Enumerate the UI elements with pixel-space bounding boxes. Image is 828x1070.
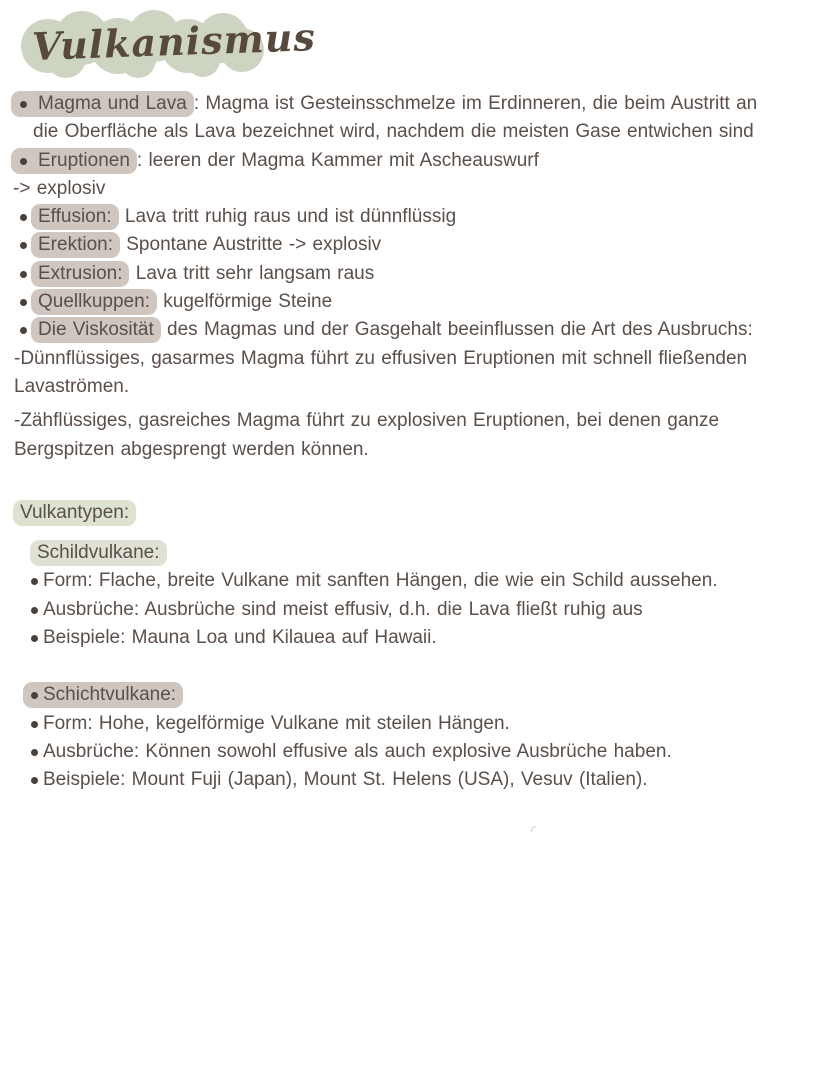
note-text: des Magmas und der Gasgehalt beeinflussen die Art des Ausbruchs: — [160, 319, 753, 341]
highlighted-heading: Schichtvulkane: — [23, 682, 183, 708]
highlighted-term: Extrusion: — [31, 261, 129, 287]
note-text: Ausbrüche: Ausbrüche sind meist effusiv, d.h. die Lava fließt ruhig aus — [43, 598, 643, 620]
note-text: Lavaströmen. — [14, 375, 130, 397]
note-line — [0, 710, 828, 738]
note-line — [0, 345, 828, 373]
note-line — [0, 288, 828, 316]
highlighted-term: Die Viskosität — [31, 317, 161, 343]
note-line — [0, 407, 828, 435]
bullet-icon — [20, 271, 27, 278]
note-line — [0, 118, 828, 146]
note-line — [0, 596, 828, 624]
highlighted-term: Effusion: — [31, 204, 119, 230]
note-text: Lava tritt ruhig raus und ist dünnflüssig — [118, 206, 457, 228]
note-line — [0, 231, 828, 259]
bullet-icon — [20, 299, 27, 306]
note-text: Lava tritt sehr langsam raus — [129, 262, 375, 284]
note-text: Bergspitzen abgesprengt werden können. — [14, 438, 369, 460]
highlighted-term: Erektion: — [31, 232, 120, 258]
highlighted-term: Eruptionen — [11, 148, 137, 174]
note-text: : Magma ist Gesteinsschmelze im Erdinneren, die beim Austritt an — [193, 93, 758, 114]
page-title-text: Vulkanismus — [31, 14, 317, 69]
highlighted-term: Magma und Lava — [11, 91, 194, 117]
note-text: Beispiele: Mount Fuji (Japan), Mount St. Helens (USA), Vesuv (Italien). — [43, 769, 648, 791]
bullet-icon — [31, 749, 38, 756]
bullet-icon — [20, 214, 27, 221]
bullet-icon — [31, 578, 38, 585]
note-text: -Dünnflüssiges, gasarmes Magma führt zu effusiven Eruptionen mit schnell fließenden — [14, 347, 748, 369]
note-line — [0, 738, 828, 766]
bullet-icon — [31, 721, 38, 728]
bullet-icon — [31, 777, 38, 784]
stray-pen-mark — [527, 822, 541, 836]
bullet-icon — [31, 607, 38, 614]
note-text: Ausbrüche: Können sowohl effusive als auch explosive Ausbrüche haben. — [43, 740, 672, 762]
subsection-heading — [0, 539, 828, 567]
note-text: Beispiele: Mauna Loa und Kilauea auf Hawaii. — [43, 627, 437, 649]
notes-content — [0, 90, 828, 795]
note-text: -Zähflüssiges, gasreiches Magma führt zu explosiven Eruptionen, bei denen ganze — [14, 410, 720, 432]
bullet-icon — [20, 327, 27, 334]
bullet-icon — [20, 101, 27, 108]
bullet-icon — [20, 242, 27, 249]
note-text: Form: Flache, breite Vulkane mit sanften Hängen, die wie ein Schild aussehen. — [43, 570, 718, 592]
note-text: kugelförmige Steine — [156, 291, 333, 313]
note-line — [0, 203, 828, 231]
highlighted-term: Quellkuppen: — [31, 289, 157, 315]
note-text: : leeren der Magma Kammer mit Ascheauswurf — [136, 149, 539, 171]
bullet-icon — [20, 158, 27, 165]
section-heading — [0, 499, 828, 527]
note-line — [0, 260, 828, 288]
highlighted-heading: Schildvulkane: — [30, 540, 167, 566]
note-text: Form: Hohe, kegelförmige Vulkane mit steilen Hängen. — [43, 712, 510, 734]
subsection-heading — [0, 681, 828, 709]
note-line — [0, 373, 828, 401]
note-line — [0, 624, 828, 652]
note-text: die Oberfläche als Lava bezeichnet wird, nachdem die meisten Gase entwichen sind — [33, 121, 754, 143]
note-line — [0, 175, 828, 203]
note-line — [0, 436, 828, 464]
highlighted-heading: Vulkantypen: — [13, 500, 136, 526]
bullet-icon — [31, 635, 38, 642]
note-line — [0, 766, 828, 794]
note-line — [0, 316, 828, 344]
note-line — [0, 567, 828, 595]
page-title — [18, 8, 317, 80]
note-text: -> explosiv — [13, 177, 106, 199]
note-text: Spontane Austritte -> explosiv — [119, 234, 382, 256]
note-line — [0, 90, 828, 118]
note-line — [0, 147, 828, 175]
